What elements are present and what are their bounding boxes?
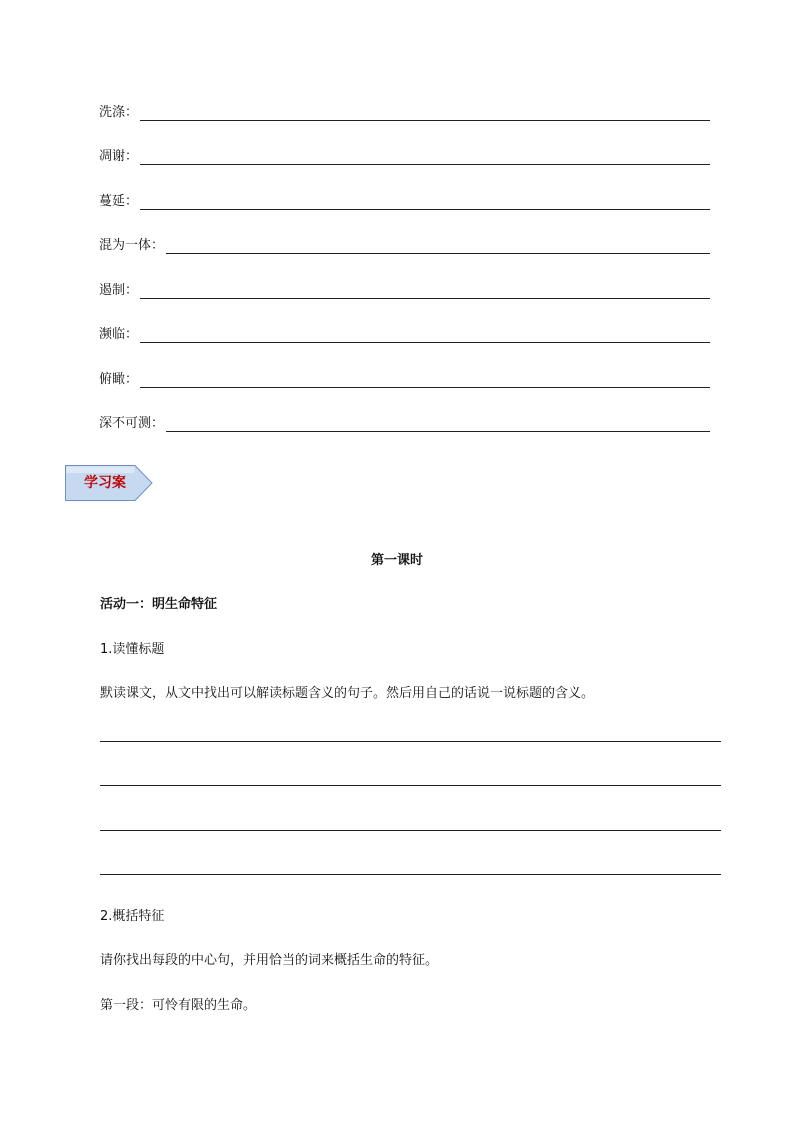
answer-blank[interactable] [166, 239, 710, 254]
activity-title: 活动一：明生命特征 [100, 597, 218, 612]
section-tag-study-plan [65, 465, 153, 501]
paragraph1-summary: 第一段：可怜有限的生命。 [100, 998, 257, 1013]
answer-line[interactable] [100, 874, 721, 875]
answer-blank[interactable] [140, 150, 710, 165]
answer-line[interactable] [100, 741, 721, 742]
vocab-row-hunweiyiti [99, 234, 710, 254]
vocab-row-binlin [99, 323, 710, 343]
vocab-row-fukan [99, 368, 710, 388]
answer-blank[interactable] [140, 195, 710, 210]
vocab-label: 蔓延： [99, 194, 139, 209]
answer-blank[interactable] [140, 373, 710, 388]
vocab-row-shenbukece [99, 412, 710, 432]
vocab-row-xidi [99, 101, 710, 121]
vocab-label: 深不可测： [99, 416, 165, 431]
vocab-label: 洗涤： [99, 105, 139, 120]
answer-blank[interactable] [140, 284, 710, 299]
lesson-title: 第一课时 [370, 553, 423, 568]
vocab-label: 濒临： [99, 327, 139, 342]
answer-blank[interactable] [140, 106, 710, 121]
answer-blank[interactable] [166, 417, 710, 432]
vocab-label: 遏制： [99, 283, 139, 298]
vocab-label: 混为一体： [99, 238, 165, 253]
answer-line[interactable] [100, 785, 721, 786]
vocab-label: 俯瞰： [99, 372, 139, 387]
item1-heading: 1.读懂标题 [100, 642, 165, 657]
vocab-row-diaoxie [99, 145, 710, 165]
vocab-row-manyan [99, 190, 710, 210]
item2-instruction: 请你找出每段的中心句，并用恰当的词来概括生命的特征。 [100, 953, 439, 968]
answer-line[interactable] [100, 830, 721, 831]
vocab-label: 凋谢： [99, 149, 139, 164]
item2-heading: 2.概括特征 [100, 909, 165, 924]
item1-instruction: 默读课文，从文中找出可以解读标题含义的句子。然后用自己的话说一说标题的含义。 [100, 686, 595, 701]
section-tag-label: 学习案 [84, 475, 126, 491]
answer-blank[interactable] [140, 328, 710, 343]
vocab-row-ezhi [99, 279, 710, 299]
